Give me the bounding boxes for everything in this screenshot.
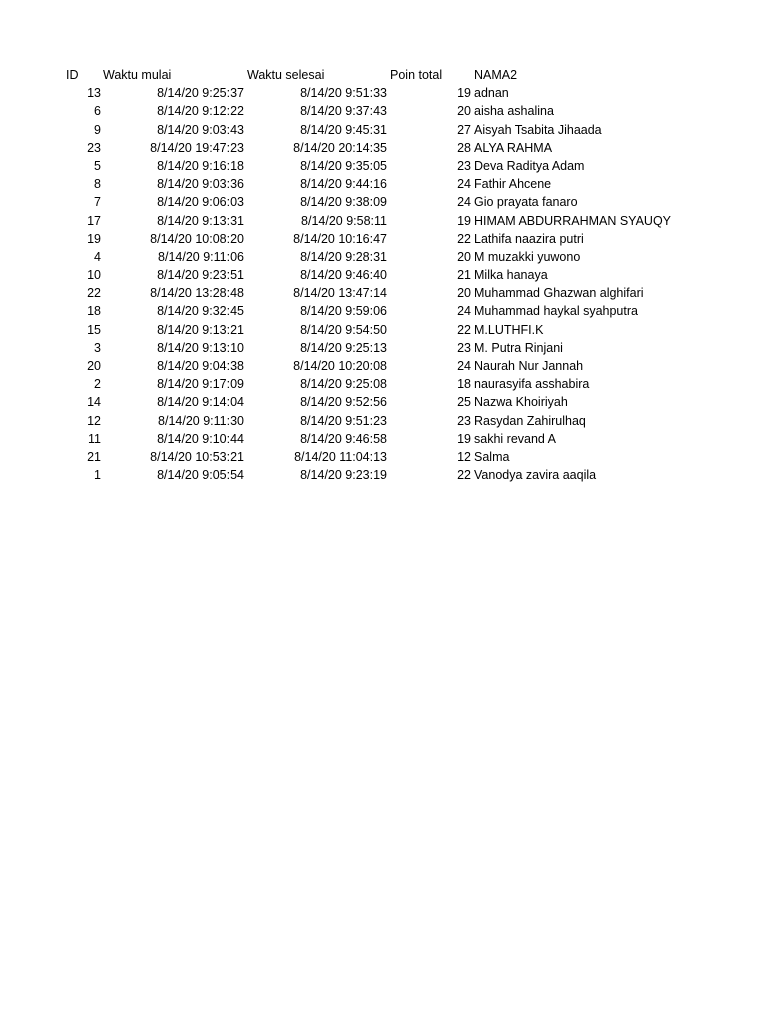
cell-end-time: 8/14/20 9:45:31 — [300, 122, 387, 137]
cell-id: 1 — [94, 468, 101, 483]
table-body — [0, 84, 768, 484]
cell-name: Aisyah Tsabita Jihaada — [474, 122, 602, 137]
cell-total-points: 24 — [457, 177, 471, 192]
table-row — [0, 230, 768, 248]
cell-name: Fathir Ahcene — [474, 177, 552, 192]
cell-end-time: 8/14/20 13:47:14 — [293, 286, 387, 301]
cell-start-time: 8/14/20 19:47:23 — [150, 140, 244, 155]
cell-id: 15 — [87, 322, 101, 337]
cell-name: Gio prayata fanaro — [474, 195, 578, 210]
cell-total-points: 22 — [457, 468, 471, 483]
cell-name: Salma — [474, 449, 510, 464]
cell-end-time: 8/14/20 9:25:13 — [300, 340, 387, 355]
cell-total-points: 21 — [457, 268, 471, 283]
cell-start-time: 8/14/20 9:03:36 — [157, 177, 244, 192]
cell-start-time: 8/14/20 9:14:04 — [157, 395, 244, 410]
table-row — [0, 102, 768, 120]
cell-total-points: 23 — [457, 340, 471, 355]
cell-end-time: 8/14/20 9:59:06 — [300, 304, 387, 319]
cell-total-points: 27 — [457, 122, 471, 137]
cell-end-time: 8/14/20 9:46:40 — [300, 268, 387, 283]
table-row — [0, 302, 768, 320]
cell-start-time: 8/14/20 9:11:30 — [158, 413, 244, 428]
table-row — [0, 393, 768, 411]
cell-total-points: 22 — [457, 322, 471, 337]
cell-name: adnan — [474, 86, 509, 101]
cell-id: 5 — [94, 158, 101, 173]
cell-name: Nazwa Khoiriyah — [474, 395, 568, 410]
cell-total-points: 20 — [457, 104, 471, 119]
cell-total-points: 18 — [457, 377, 471, 392]
cell-name: Muhammad haykal syahputra — [474, 304, 638, 319]
cell-start-time: 8/14/20 9:32:45 — [157, 304, 244, 319]
cell-name: M. Putra Rinjani — [474, 340, 563, 355]
cell-end-time: 8/14/20 9:23:19 — [300, 468, 387, 483]
cell-end-time: 8/14/20 9:58:11 — [301, 213, 387, 228]
cell-name: Muhammad Ghazwan alghifari — [474, 286, 644, 301]
cell-name: Vanodya zavira aaqila — [474, 468, 597, 483]
table-row — [0, 84, 768, 102]
cell-end-time: 8/14/20 9:28:31 — [300, 249, 387, 264]
cell-end-time: 8/14/20 20:14:35 — [293, 140, 387, 155]
cell-end-time: 8/14/20 9:46:58 — [300, 431, 387, 446]
cell-start-time: 8/14/20 13:28:48 — [150, 286, 244, 301]
cell-end-time: 8/14/20 9:44:16 — [300, 177, 387, 192]
cell-name: Lathifa naazira putri — [474, 231, 584, 246]
cell-id: 14 — [87, 395, 101, 410]
cell-end-time: 8/14/20 9:54:50 — [300, 322, 387, 337]
cell-name: M muzakki yuwono — [474, 249, 581, 264]
cell-name: Deva Raditya Adam — [474, 158, 585, 173]
cell-name: sakhi revand A — [474, 431, 556, 446]
cell-id: 13 — [87, 86, 101, 101]
header-id: ID — [66, 68, 79, 82]
table-row — [0, 321, 768, 339]
cell-end-time: 8/14/20 9:51:33 — [300, 86, 387, 101]
cell-start-time: 8/14/20 9:25:37 — [157, 86, 244, 101]
table-row — [0, 448, 768, 466]
table-row — [0, 284, 768, 302]
cell-id: 10 — [87, 268, 101, 283]
table-header-row — [0, 66, 768, 84]
cell-name: Milka hanaya — [474, 268, 548, 283]
cell-id: 23 — [87, 140, 101, 155]
cell-id: 3 — [94, 340, 101, 355]
cell-id: 9 — [94, 122, 101, 137]
cell-start-time: 8/14/20 9:03:43 — [157, 122, 244, 137]
cell-end-time: 8/14/20 9:38:09 — [300, 195, 387, 210]
cell-end-time: 8/14/20 9:35:05 — [300, 158, 387, 173]
cell-id: 11 — [88, 431, 101, 446]
cell-name: naurasyifa asshabira — [474, 377, 590, 392]
cell-total-points: 24 — [457, 195, 471, 210]
cell-start-time: 8/14/20 9:11:06 — [158, 249, 244, 264]
cell-id: 7 — [94, 195, 101, 210]
cell-end-time: 8/14/20 9:52:56 — [300, 395, 387, 410]
header-total-points: Poin total — [390, 68, 443, 82]
cell-start-time: 8/14/20 9:12:22 — [157, 104, 244, 119]
header-end-time: Waktu selesai — [247, 68, 325, 82]
cell-id: 2 — [94, 377, 101, 392]
table-row — [0, 466, 768, 484]
table-row — [0, 139, 768, 157]
cell-start-time: 8/14/20 10:08:20 — [150, 231, 244, 246]
cell-total-points: 12 — [457, 449, 471, 464]
cell-start-time: 8/14/20 9:04:38 — [157, 359, 244, 373]
cell-id: 12 — [87, 413, 101, 428]
table-row — [0, 375, 768, 393]
cell-start-time: 8/14/20 9:06:03 — [157, 195, 244, 210]
cell-total-points: 23 — [457, 413, 471, 428]
cell-total-points: 24 — [457, 304, 471, 319]
cell-id: 21 — [87, 449, 101, 464]
table-row — [0, 121, 768, 139]
cell-name: HIMAM ABDURRAHMAN SYAUQY — [474, 213, 672, 228]
cell-id: 6 — [94, 104, 101, 119]
cell-total-points: 20 — [457, 249, 471, 264]
cell-name: aisha ashalina — [474, 104, 554, 119]
cell-start-time: 8/14/20 9:16:18 — [157, 158, 244, 173]
cell-id: 17 — [87, 213, 101, 228]
cell-id: 22 — [87, 286, 101, 301]
cell-end-time: 8/14/20 9:37:43 — [300, 104, 387, 119]
cell-end-time: 8/14/20 9:51:23 — [300, 413, 387, 428]
table-row — [0, 339, 768, 357]
header-start-time: Waktu mulai — [103, 68, 172, 82]
table-row — [0, 193, 768, 211]
cell-total-points: 20 — [457, 286, 471, 301]
cell-start-time: 8/14/20 9:17:09 — [157, 377, 244, 392]
cell-total-points: 19 — [457, 431, 471, 446]
cell-start-time: 8/14/20 9:13:21 — [157, 322, 244, 337]
cell-end-time: 8/14/20 11:04:13 — [294, 449, 387, 464]
cell-end-time: 8/14/20 9:25:08 — [300, 377, 387, 392]
cell-name: Naurah Nur Jannah — [474, 359, 584, 373]
cell-id: 20 — [87, 359, 101, 373]
cell-name: ALYA RAHMA — [474, 140, 553, 155]
cell-start-time: 8/14/20 10:53:21 — [150, 449, 244, 464]
cell-total-points: 25 — [457, 395, 471, 410]
table-row — [0, 248, 768, 266]
data-table — [0, 66, 768, 484]
cell-id: 19 — [87, 231, 101, 246]
header-name: NAMA2 — [474, 68, 518, 82]
table-row — [0, 412, 768, 430]
table-row — [0, 430, 768, 448]
cell-id: 18 — [87, 304, 101, 319]
table-row — [0, 175, 768, 193]
cell-total-points: 24 — [457, 359, 471, 373]
cell-id: 8 — [94, 177, 101, 192]
cell-name: Rasydan Zahirulhaq — [474, 413, 586, 428]
cell-total-points: 22 — [457, 231, 471, 246]
cell-start-time: 8/14/20 9:13:31 — [157, 213, 244, 228]
cell-end-time: 8/14/20 10:16:47 — [293, 231, 387, 246]
cell-start-time: 8/14/20 9:10:44 — [157, 431, 244, 446]
cell-start-time: 8/14/20 9:05:54 — [157, 468, 244, 483]
table-row — [0, 212, 768, 230]
cell-id: 4 — [94, 249, 101, 264]
cell-total-points: 23 — [457, 158, 471, 173]
table-row — [0, 266, 768, 284]
table-row — [0, 357, 768, 375]
cell-total-points: 28 — [457, 140, 471, 155]
cell-start-time: 8/14/20 9:23:51 — [157, 268, 244, 283]
cell-total-points: 19 — [457, 213, 471, 228]
cell-total-points: 19 — [457, 86, 471, 101]
cell-name: M.LUTHFI.K — [474, 322, 544, 337]
cell-end-time: 8/14/20 10:20:08 — [293, 359, 387, 373]
table-row — [0, 157, 768, 175]
cell-start-time: 8/14/20 9:13:10 — [157, 340, 244, 355]
